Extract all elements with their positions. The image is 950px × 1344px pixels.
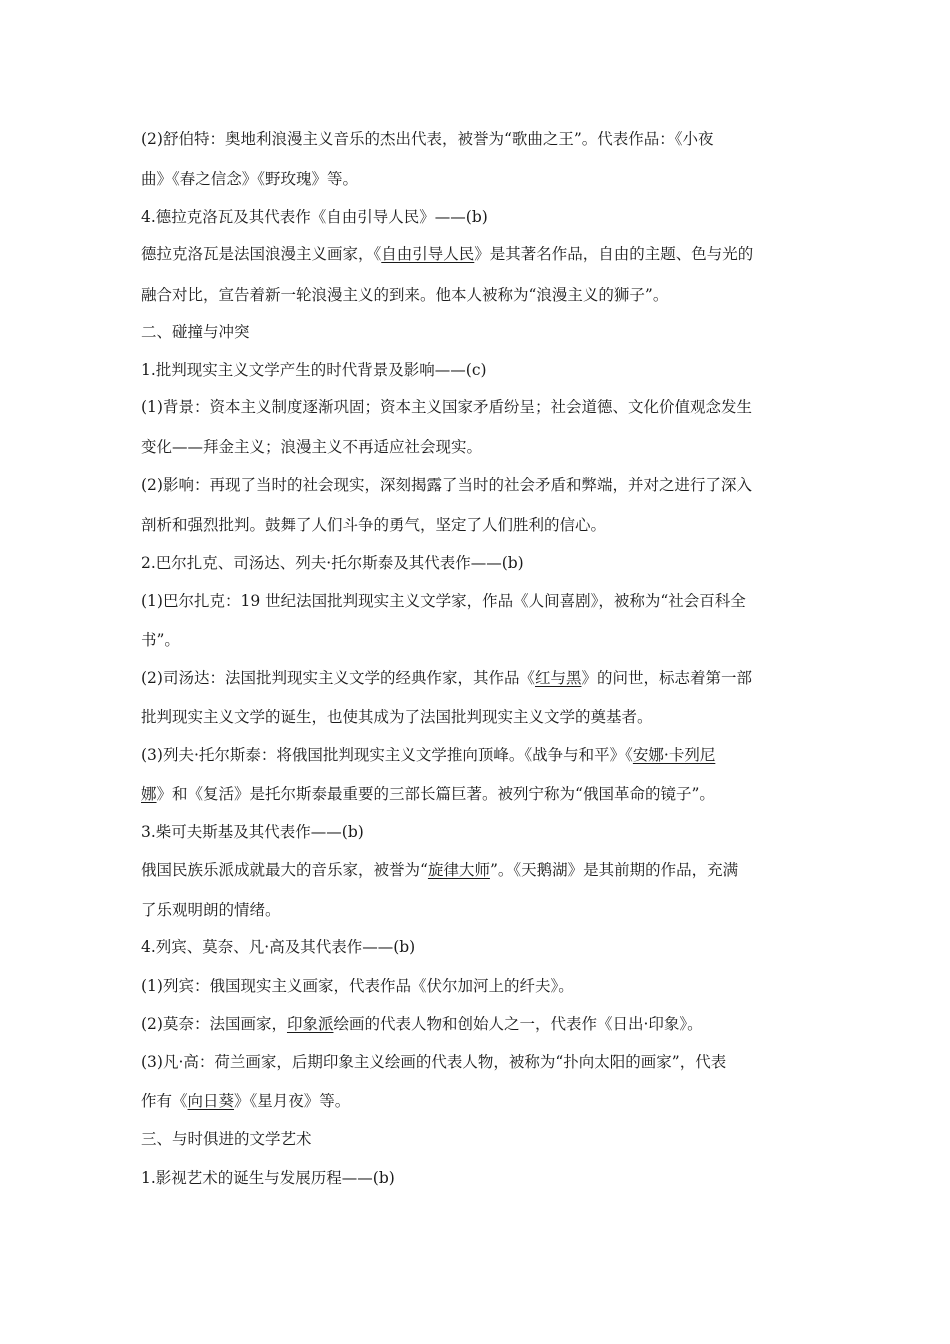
text-line: (1)巴尔扎克：19 世纪法国批判现实主义文学家，作品《人间喜剧》，被称为“社会百科全 — [141, 592, 746, 610]
text-line: 德拉克洛瓦是法国浪漫主义画家，《自由引导人民》是其著名作品，自由的主题、色与光的 — [141, 245, 754, 263]
underlined-term: 红与黑 — [534, 669, 582, 687]
underlined-term: 安娜·卡列尼 — [632, 746, 716, 764]
section-heading: 1.批判现实主义文学产生的时代背景及影响——(c) — [141, 361, 487, 379]
text-line: 曲》《春之信念》《野玫瑰》等。 — [141, 170, 359, 188]
underlined-term: 向日葵 — [187, 1092, 235, 1110]
text-line: 变化——拜金主义；浪漫主义不再适应社会现实。 — [141, 438, 483, 456]
text-line: (3)列夫·托尔斯泰：将俄国批判现实主义文学推向顶峰。《战争与和平》《安娜·卡列尼 — [141, 746, 716, 764]
text-line: 作有《向日葵》《星月夜》等。 — [141, 1092, 351, 1110]
text-line: 娜》和《复活》是托尔斯泰最重要的三部长篇巨著。被列宁称为“俄国革命的镜子”。 — [141, 785, 715, 803]
section-heading: 1.影视艺术的诞生与发展历程——(b) — [141, 1169, 395, 1187]
text-line: 书”。 — [141, 631, 180, 649]
underlined-term: 自由引导人民 — [381, 245, 475, 263]
section-heading: 3.柴可夫斯基及其代表作——(b) — [141, 823, 364, 841]
text-line: 剖析和强烈批判。鼓舞了人们斗争的勇气，坚定了人们胜利的信心。 — [141, 516, 607, 534]
underlined-term: 印象派 — [286, 1015, 334, 1033]
underlined-term: 娜 — [141, 785, 157, 803]
text-line: (3)凡·高：荷兰画家，后期印象主义绘画的代表人物，被称为“扑向太阳的画家”，代表 — [141, 1053, 727, 1071]
text-line: (2)莫奈：法国画家，印象派绘画的代表人物和创始人之一，代表作《日出·印象》。 — [141, 1015, 703, 1033]
section-heading: 2.巴尔扎克、司汤达、列夫·托尔斯泰及其代表作——(b) — [141, 554, 524, 572]
text-line: (2)司汤达：法国批判现实主义文学的经典作家，其作品《红与黑》的问世，标志着第一部 — [141, 669, 752, 687]
text-line: (1)背景：资本主义制度逐渐巩固；资本主义国家矛盾纷呈；社会道德、文化价值观念发生 — [141, 398, 752, 416]
text-line: 俄国民族乐派成就最大的音乐家，被誉为“旋律大师”。《天鹅湖》是其前期的作品，充满 — [141, 861, 739, 879]
text-line: 融合对比，宣告着新一轮浪漫主义的到来。他本人被称为“浪漫主义的狮子”。 — [141, 286, 669, 304]
text-line: (1)列宾：俄国现实主义画家，代表作品《伏尔加河上的纤夫》。 — [141, 977, 574, 995]
text-line: (2)舒伯特：奥地利浪漫主义音乐的杰出代表，被誉为“歌曲之王”。代表作品：《小夜 — [141, 130, 714, 148]
chapter-heading: 二、碰撞与冲突 — [141, 323, 250, 341]
chapter-heading: 三、与时俱进的文学艺术 — [141, 1130, 312, 1148]
section-heading: 4.德拉克洛瓦及其代表作《自由引导人民》——(b) — [141, 208, 488, 226]
section-heading: 4.列宾、莫奈、凡·高及其代表作——(b) — [141, 938, 416, 956]
underlined-term: 旋律大师 — [427, 861, 490, 879]
text-line: 了乐观明朗的情绪。 — [141, 901, 281, 919]
text-line: 批判现实主义文学的诞生，也使其成为了法国批判现实主义文学的奠基者。 — [141, 708, 653, 726]
text-line: (2)影响：再现了当时的社会现实，深刻揭露了当时的社会矛盾和弊端，并对之进行了深入 — [141, 476, 752, 494]
